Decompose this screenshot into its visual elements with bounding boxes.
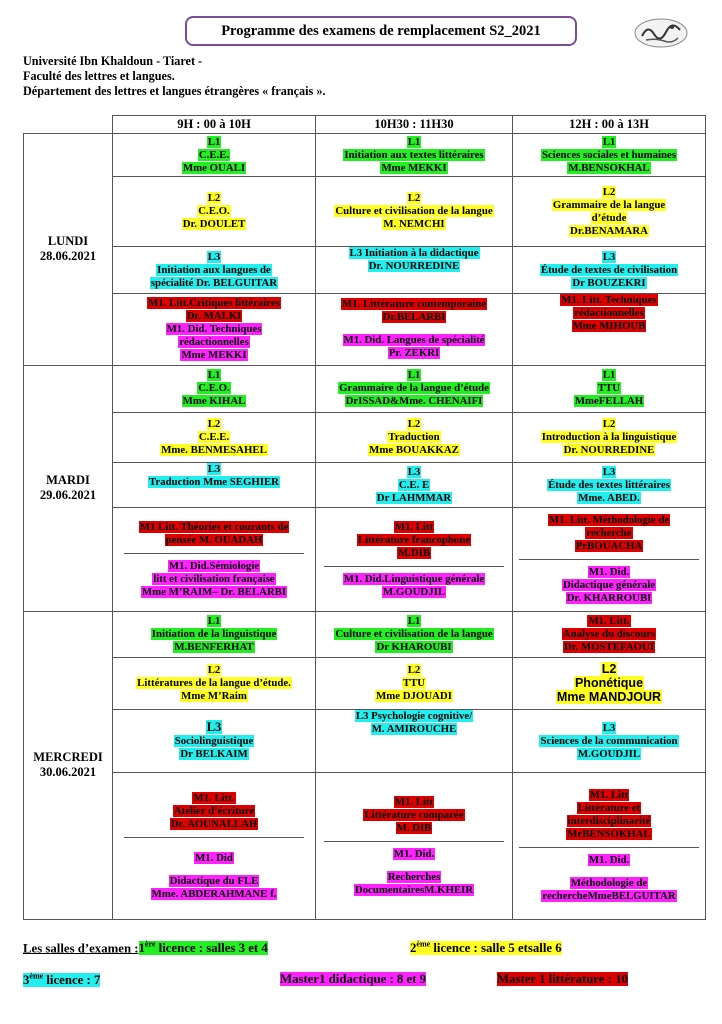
exam-subject: Étude de textes de civilisation [540, 263, 678, 276]
exam-subject: Grammaire de la langue [552, 198, 666, 211]
exam-teacher: Dr. AOUNALLAH [170, 817, 258, 830]
exam-teacher: Mme. ABDERAHMANE f. [151, 887, 277, 900]
exam-cell [513, 508, 706, 611]
exam-cell [316, 247, 513, 293]
day-date: 30.06.2021 [39, 765, 97, 780]
exam-subject: C.E. E [398, 478, 430, 491]
exam-level: L1 [407, 614, 421, 627]
exam-subject: Initiation de la linguistique [151, 627, 277, 640]
table-row [24, 508, 706, 611]
exam-cell [113, 365, 316, 412]
header-row [24, 116, 706, 134]
exam-teacher: Dr.BELARBI [382, 311, 446, 324]
exam-subject: Littérature comparée [364, 808, 464, 821]
exam-cell [316, 508, 513, 611]
divider [519, 847, 699, 848]
exam-subject: M1. Litt. Méthodologie de [548, 514, 670, 527]
exam-teacher: DrISSAD&Mme. CHENAIFI [345, 395, 483, 408]
exam-teacher: Dr. NOURREDINE [368, 260, 460, 273]
divider [519, 559, 699, 560]
exam-level: L2 [207, 664, 221, 677]
legend-l3: 3ème licence : 7 [23, 972, 101, 988]
university-name: Université Ibn Khaldoun - Tiaret - [23, 54, 203, 68]
exam-subject: Littérature francophone [357, 533, 471, 546]
exam-subject: Initiation aux textes littéraires [344, 148, 484, 161]
exam-subject: L3 Initiation à la didactique [349, 247, 479, 260]
table-row [24, 710, 706, 773]
exam-teacher: Mme. BENMESAHEL [161, 444, 267, 457]
exam-level: L1 [602, 369, 616, 382]
column-header: 10H30 : 11H30 [316, 116, 513, 134]
exam-level: L1 [207, 135, 221, 148]
exam-subject: Didactique générale [562, 579, 656, 592]
exam-subject: interdisciplinarité [567, 815, 651, 828]
exam-teacher: M. NEMCHI [383, 218, 445, 231]
exam-subject: L3 Psychologie cognitive/ [355, 710, 473, 723]
exam-teacher: pensée M. OUADAH [165, 533, 263, 546]
exam-teacher: Mme MEKKI [381, 161, 447, 174]
exam-level: L3 [207, 463, 221, 476]
exam-teacher: Dr KHAROUBI [376, 640, 452, 653]
exam-subject: M1. Did.Sémiologie [168, 559, 260, 572]
exam-teacher: MrBENSOKHAL [567, 828, 651, 841]
legend-l1: 1ère licence : salles 3 et 4 [138, 940, 268, 956]
exam-teacher: MmeFELLAH [574, 395, 644, 408]
exam-cell [316, 773, 513, 920]
exam-level: M1. Litt [394, 795, 434, 808]
exam-teacher: PrBOUACHA [575, 540, 643, 553]
exam-level: M1. Did. [588, 566, 630, 579]
exam-cell [113, 710, 316, 773]
table-row [24, 134, 706, 177]
exam-level: L2 [407, 664, 421, 677]
exam-level: L2 [602, 418, 616, 431]
exam-level: L2 [207, 418, 221, 431]
exam-subject: d’étude [591, 211, 627, 224]
exam-subject: Traduction Mme SEGHIER [149, 476, 279, 489]
exam-cell [513, 247, 706, 293]
exam-teacher: Mme M’RAIM– Dr. BELARBI [141, 585, 287, 598]
exam-cell [316, 177, 513, 247]
exam-cell [513, 293, 706, 365]
exam-teacher: Mme DJOUADI [376, 690, 452, 703]
exam-subject: M1. Did. Techniques [166, 322, 262, 335]
exam-level: L2 [602, 185, 616, 198]
exam-level: L3 [207, 250, 221, 263]
exam-level: L1 [207, 369, 221, 382]
exam-level: L3 [602, 721, 616, 734]
exam-subject: C.E.O. [198, 382, 230, 395]
day-name: MERCREDI [33, 750, 103, 765]
exam-level: M1. Litt. [588, 614, 630, 627]
legend-rooms [23, 940, 268, 956]
exam-teacher: Mme OUALI [182, 161, 246, 174]
exam-teacher: Pr. ZEKRI [388, 347, 440, 360]
exam-subject: Didactique du FLE [169, 874, 259, 887]
exam-teacher: Dr. DOULET [182, 218, 246, 231]
corner-cell [24, 116, 113, 134]
day-cell-mercredi [24, 611, 113, 919]
exam-subject: M1. Did. Langues de spécialité [343, 334, 485, 347]
exam-teacher: Mme BOUAKKAZ [369, 444, 459, 457]
exam-cell [513, 773, 706, 920]
exam-teacher: M.BENFERHAT [174, 640, 254, 653]
exam-level: M1. Litt. [193, 791, 235, 804]
exam-level: M1. Litt [394, 520, 434, 533]
exam-teacher: Dr. MOSTEFAOUI [564, 640, 654, 653]
exam-teacher: Mme MEKKI [181, 348, 247, 361]
exam-cell [113, 134, 316, 177]
exam-cell [513, 365, 706, 412]
exam-cell [113, 463, 316, 508]
exam-level: L2 [407, 192, 421, 205]
table-row [24, 177, 706, 247]
department-name: Département des lettres et langues étrangères « français ». [23, 84, 326, 98]
exam-teacher: Mme MANDJOUR [556, 689, 662, 704]
table-row [24, 611, 706, 657]
exam-subject: Méthodologie de [570, 877, 648, 890]
legend-m1-didactique: Master1 didactique : 8 et 9 [280, 972, 427, 986]
exam-cell [513, 463, 706, 508]
exam-subject: Recherches [387, 870, 441, 883]
exam-subject: Littératures de la langue d’étude. [137, 677, 291, 690]
exam-cell [113, 413, 316, 463]
university-seal-icon [634, 18, 688, 48]
table-row [24, 365, 706, 412]
exam-cell [113, 508, 316, 611]
exam-cell [513, 611, 706, 657]
exam-subject: Introduction à la linguistique [541, 431, 677, 444]
exam-level: L3 [602, 465, 616, 478]
exam-subject: recherche [586, 527, 632, 540]
exam-subject: TTU [402, 677, 426, 690]
exam-level: L1 [407, 369, 421, 382]
divider [124, 553, 304, 554]
exam-teacher: M. DIB [396, 821, 432, 834]
table-row [24, 657, 706, 709]
exam-cell [316, 293, 513, 365]
exam-cell [316, 365, 513, 412]
exam-subject: Traduction [388, 431, 440, 444]
exam-subject: Culture et civilisation de la langue [335, 205, 493, 218]
exam-teacher: Dr LAHMMAR [376, 491, 452, 504]
exam-teacher: Mme M’Raim [181, 690, 247, 703]
exam-subject: Sciences sociales et humaines [541, 148, 677, 161]
column-header: 12H : 00 à 13H [513, 116, 706, 134]
day-name: MARDI [46, 473, 90, 488]
exam-cell [513, 413, 706, 463]
exam-subject: M1. Litt. Techniques [561, 293, 657, 306]
exam-cell [316, 611, 513, 657]
exam-teacher: Mme. ABED. [578, 491, 640, 504]
exam-cell [113, 247, 316, 293]
exam-level: L1 [207, 614, 221, 627]
institution-header [23, 54, 325, 99]
divider [324, 566, 504, 567]
day-name: LUNDI [47, 234, 89, 249]
exam-cell [113, 177, 316, 247]
day-date: 28.06.2021 [39, 249, 97, 264]
exam-subject: Analyse du discours [562, 627, 656, 640]
exam-level: M1. Did [195, 851, 233, 864]
exam-cell [113, 611, 316, 657]
exam-teacher: Dr BELKAIM [180, 748, 248, 761]
exam-schedule-table [23, 115, 706, 920]
exam-subject: M1 Litt. Théories et courants de [139, 520, 289, 533]
legend-label: Les salles d’examen : [23, 941, 139, 956]
exam-subject: Initiation aux langues de [157, 263, 271, 276]
exam-subject: TTU [597, 382, 621, 395]
exam-level: L2 [207, 192, 221, 205]
exam-cell [513, 177, 706, 247]
divider [124, 837, 304, 838]
exam-level: L2 [601, 661, 617, 676]
exam-cell [316, 463, 513, 508]
column-header: 9H : 00 à 10H [113, 116, 316, 134]
exam-teacher: Dr. KHARROUBI [566, 592, 652, 605]
legend-m1-litterature: Master 1 littérature : 10 [497, 972, 628, 986]
exam-teacher: Dr.BENAMARA [570, 224, 648, 237]
table-row [24, 413, 706, 463]
exam-teacher: DocumentairesM.KHEIR [354, 883, 474, 896]
exam-teacher: Dr BOUZEKRI [572, 276, 646, 289]
exam-subject: C.E.O. [198, 205, 230, 218]
exam-teacher: M.GOUDJIL [577, 747, 641, 760]
exam-cell [513, 657, 706, 709]
exam-teacher: M.GOUDJIL [382, 585, 446, 598]
exam-level: L3 [407, 465, 421, 478]
divider [324, 841, 504, 842]
exam-cell [113, 657, 316, 709]
exam-cell [316, 413, 513, 463]
exam-subject: Phonétique [574, 675, 644, 690]
table-row [24, 247, 706, 293]
exam-subject: C.E.E. [198, 148, 230, 161]
exam-teacher: rechercheMmeBELGUITAR [542, 890, 676, 903]
table-row [24, 293, 706, 365]
page-title: Programme des examens de remplacement S2_2021 [185, 16, 577, 46]
exam-subject: M1. Littérature contemporaine [341, 298, 487, 311]
exam-level: M1. Did. [588, 854, 630, 867]
exam-subject: Grammaire de la langue d’étude [339, 382, 489, 395]
exam-cell [513, 134, 706, 177]
day-cell-mardi [24, 365, 113, 611]
exam-level: M1. Litt [589, 789, 629, 802]
exam-subject: Sciences de la communication [540, 734, 678, 747]
exam-subject: M1. Did.Linguistique générale [343, 572, 485, 585]
exam-subject: Littérature et [577, 802, 641, 815]
exam-level: L2 [407, 418, 421, 431]
exam-cell [316, 657, 513, 709]
table-row [24, 463, 706, 508]
exam-subject: Culture et civilisation de la langue [335, 627, 493, 640]
exam-teacher: Mme MIHOUB [572, 319, 646, 332]
table-row [24, 773, 706, 920]
faculty-name: Faculté des lettres et langues. [23, 69, 175, 83]
exam-teacher: Dr. NOURREDINE [563, 444, 655, 457]
exam-teacher: Dr. MALKI [186, 309, 242, 322]
exam-teacher: Mme KIHAL [182, 395, 246, 408]
exam-teacher: M.DIB [397, 546, 431, 559]
exam-subject: litt et civilisation française [153, 572, 275, 585]
exam-level: L1 [407, 135, 421, 148]
exam-teacher: spécialité Dr. BELGUITAR [150, 276, 278, 289]
exam-cell [316, 134, 513, 177]
exam-level: L1 [602, 135, 616, 148]
day-date: 29.06.2021 [39, 488, 97, 503]
exam-subject: C.E.E. [198, 431, 230, 444]
exam-teacher: M.BENSOKHAL [568, 161, 650, 174]
exam-cell [316, 710, 513, 773]
exam-level: L3 [602, 250, 616, 263]
exam-cell [113, 293, 316, 365]
day-cell-lundi [24, 134, 113, 366]
exam-subject: rédactionnelles [574, 306, 644, 319]
exam-subject: Sociolinguistique [174, 735, 254, 748]
legend-l2: 2ème licence : salle 5 etsalle 6 [410, 940, 562, 956]
exam-cell [513, 710, 706, 773]
exam-subject: Atelier d’écriture [173, 804, 255, 817]
exam-level: L3 [206, 720, 222, 735]
exam-subject: Étude des textes littéraires [548, 478, 670, 491]
exam-cell [113, 773, 316, 920]
exam-subject: M1. Litt.Critiques littéraires [148, 296, 280, 309]
exam-subject: rédactionnelles [179, 335, 249, 348]
exam-teacher: M. AMIROUCHE [371, 723, 457, 736]
exam-level: M1. Did. [393, 847, 435, 860]
